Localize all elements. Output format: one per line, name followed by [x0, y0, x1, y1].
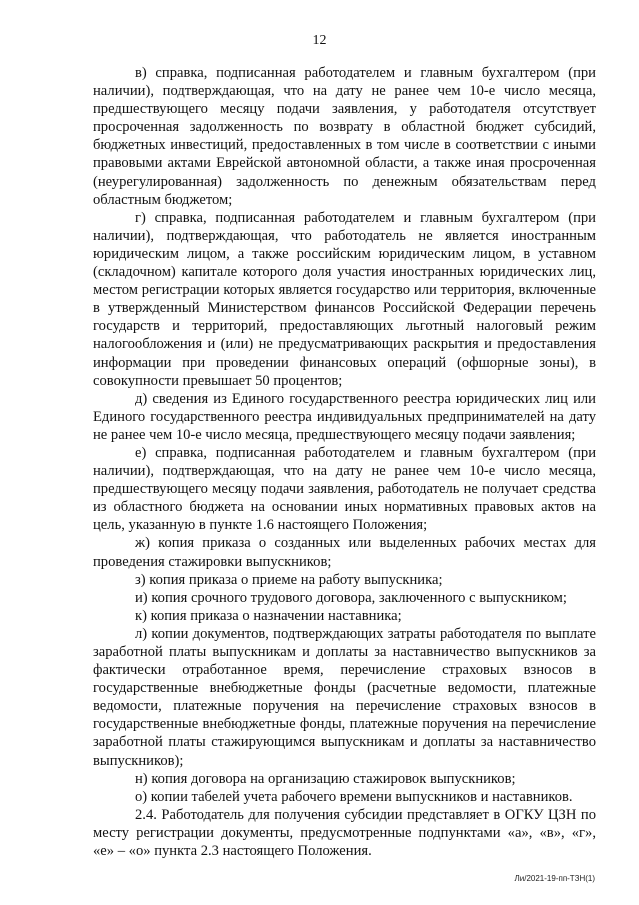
- document-code: Ли/2021-19-пп-ТЗН(1): [514, 874, 595, 883]
- paragraph-n: н) копия договора на организацию стажировок выпускников;: [135, 770, 516, 787]
- paragraph-o: о) копии табелей учета рабочего времени выпускников и наставников.: [135, 788, 573, 805]
- paragraph-d: д) сведения из Единого государственного реестра юридических лиц или Единого государственного реестра индивидуальных предпринимателей на дату не ранее чем 10-е число месяца, предшествующего месяцу подачи заявления;: [93, 390, 596, 443]
- paragraph-v: в) справка, подписанная работодателем и главным бухгалтером (при наличии), подтверждающая, что на дату не ранее чем 10-е число месяца, предшествующего месяцу подачи заявления, у работодателя отсутствует просроченная задолженность по возврату в областной бюджет субсидий, бюджетных инвестиций, предоставленных в том числе в соответствии с иными правовыми актами Еврейской автономной области, а также иная просроченная (неурегулированная) задолженность по денежным обязательствам перед областным бюджетом;: [93, 65, 596, 208]
- paragraph-z: з) копия приказа о приеме на работу выпускника;: [135, 571, 443, 588]
- page-number: 12: [312, 33, 327, 48]
- document-body: [93, 64, 596, 860]
- paragraph-2-4: 2.4. Работодатель для получения субсидии представляет в ОГКУ ЦЗН по месту регистрации документы, предусмотренные подпунктами «а», «в», «г», «е» – «о» пункта 2.3 настоящего Положения.: [93, 806, 596, 860]
- paragraph-e: е) справка, подписанная работодателем и главным бухгалтером (при наличии), подтверждающая, что на дату не ранее чем 10-е число месяца, предшествующего месяцу подачи заявления, работодатель не получает средства из областного бюджета на основании иных нормативных правовых актов на цель, указанную в пункте 1.6 настоящего Положения;: [93, 444, 596, 534]
- paragraph-g: г) справка, подписанная работодателем и главным бухгалтером (при наличии), подтверждающая, что работодатель не является иностранным юридическим лицом, а также российским юридическим лицом, в уставном (складочном) капитале которого доля участия иностранных юридических лиц, местом регистрации которых является государство или территория, включенные в утвержденный Министерством финансов Российской Федерации перечень государств и территорий, предоставляющих льготный налоговый режим налогообложения и (или) не предусматривающих раскрытия и предоставления информации при проведении финансовых операций (офшорные зоны), в совокупности превышает 50 процентов;: [93, 209, 596, 389]
- paragraph-zh: ж) копия приказа о созданных или выделенных рабочих местах для проведения стажировки выпускников;: [93, 535, 596, 570]
- paragraph-k: к) копия приказа о назначении наставника;: [135, 607, 402, 624]
- paragraph-i: и) копия срочного трудового договора, заключенного с выпускником;: [135, 589, 567, 606]
- paragraph-l: л) копии документов, подтверждающих затраты работодателя по выплате заработной платы выпускникам и доплаты за наставничество выпускников за фактически отработанное время, перечисление страховых взносов в государственные внебюджетные фонды (расчетные ведомости, платежные ведомости, платежные поручения на перечисление страховых взносов в государственные внебюджетные фонды, платежные поручения на перечисление заработной платы стажирующимся выпускникам и доплаты за наставничество выпускников);: [93, 625, 596, 769]
